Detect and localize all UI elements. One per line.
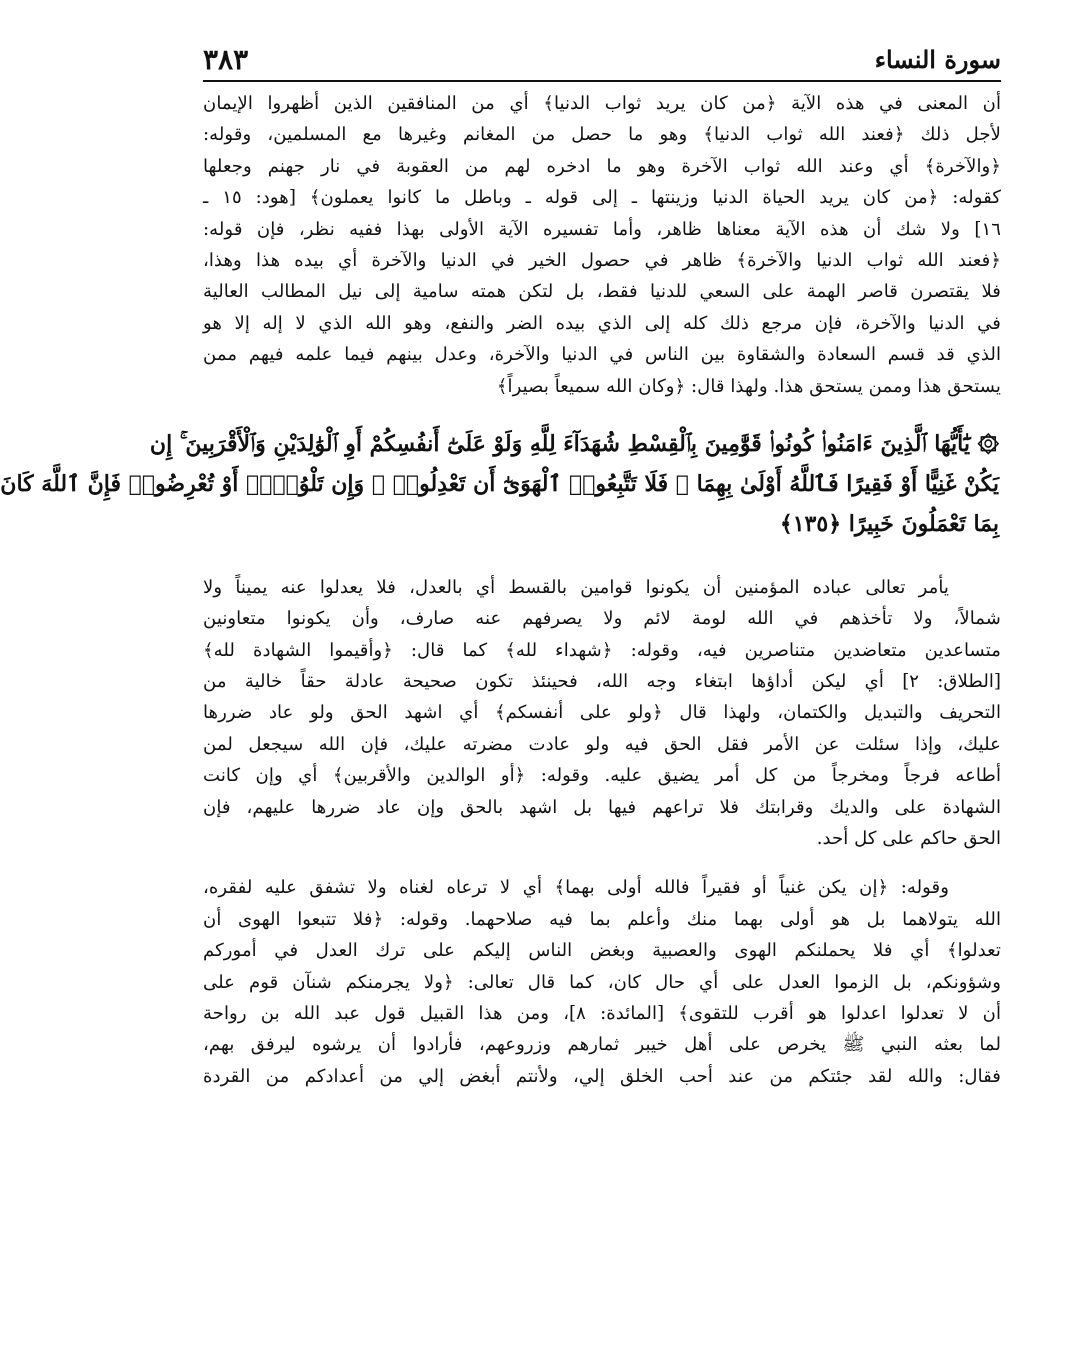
commentary-paragraph-3 xyxy=(203,872,1001,1092)
text-line: فقال: والله لقد جئتكم من عند أحب الخلق إلي، ولأنتم أبغض إلي من أعدادكم من القردة xyxy=(203,1065,1001,1087)
text-line: ١٦] ولا شك أن هذه الآية معناها ظاهر، وأما تفسيره الآية الأولى بهذا ففيه نظر، فإن قوله: xyxy=(203,218,1001,240)
text-line: تعدلوا﴾ أي فلا يحملنكم الهوى والعصبية وبغض الناس إليكم على ترك العدل في أموركم xyxy=(203,940,1001,962)
text-line: ﴿فعند الله ثواب الدنيا والآخرة﴾ ظاهر في حصول الخير في الدنيا والآخرة أي بيده هذا وهذا، xyxy=(203,249,1001,271)
commentary-paragraph-1 xyxy=(203,88,1001,402)
verse-line: يَكُنْ غَنِيًّا أَوْ فَقِيرًا فَٱللَّهُ أَوْلَىٰ بِهِمَا ۖ فَلَا تَتَّبِعُوا۟ ٱلْهَوَىٰٓ أَن تَعْدِلُوا۟ ۚ وَإِن تَلْوُۥٓا۟ أَوْ تُعْرِضُوا۟ فَإِنَّ ٱللَّهَ كَانَ xyxy=(0,470,999,497)
text-line: الذي قد قسم السعادة والشقاوة بين الناس في الدنيا والآخرة، وعدل بينهم فيما علمه فيهم ممن xyxy=(203,344,1001,366)
text-line: وقوله: ﴿إن يكن غنياً أو فقيراً فالله أولى بهما﴾ أي لا ترعاه لغناه ولا تشفق عليه لفقره، xyxy=(203,877,949,899)
text-line: أن لا تعدلوا اعدلوا هو أقرب للتقوى﴾ [المائدة: ٨]، ومن هذا القبيل قول عبد الله بن رواحة xyxy=(203,1002,1001,1024)
text-line: الشهادة على والديك وقرابتك فلا تراعهم فيها بل اشهد بالحق وإن عاد ضررها عليهم، فإن xyxy=(203,796,1001,818)
text-line: في الدنيا والآخرة، فإن مرجع ذلك كله إلى الذي بيده الضر والنفع، وهو الله الذي لا إله إلا هو xyxy=(203,312,1001,334)
text-line: عليك، وإذا سئلت عن الأمر فقل الحق فيه ولو عادت مضرته عليك، فإن الله سيجعل لمن xyxy=(203,733,1001,755)
text-line: التحريف والتبديل والكتمان، ولهذا قال ﴿ولو على أنفسكم﴾ أي اشهد الحق ولو عاد ضررها xyxy=(203,702,1001,724)
page-number: ٣٨٣ xyxy=(203,43,249,76)
surah-title: سورة النساء xyxy=(874,45,1001,74)
text-line: الله يتولاهما بل هو أولى بهما منك وأعلم بما فيه صلاحهما. وقوله: ﴿فلا تتبعوا الهوى أن xyxy=(203,908,1001,930)
text-line: أطاعه فرجاً ومخرجاً من كل أمر يضيق عليه. وقوله: ﴿أو الوالدين والأقربين﴾ أي وإن كانت xyxy=(203,765,1001,787)
text-line: كقوله: ﴿من كان يريد الحياة الدنيا وزينتها ـ إلى قوله ـ وباطل ما كانوا يعملون﴾ [هود: ١٥ ـ xyxy=(203,187,1001,209)
page-header xyxy=(203,36,1001,82)
text-line: يأمر تعالى عباده المؤمنين أن يكونوا قوامين بالقسط أي بالعدل، فلا يعدلوا عنه يميناً ولا xyxy=(203,576,949,598)
text-line: متساعدين متعاضدين متناصرين فيه، وقوله: ﴿شهداء لله﴾ كما قال: ﴿وأقيموا الشهادة لله﴾ xyxy=(203,639,1001,661)
text-line: [الطلاق: ٢] أي ليكن أداؤها ابتغاء وجه الله، فحينئذ تكون صحيحة عادلة حقاً خالية من xyxy=(203,671,1002,693)
text-line: فلا يقتصرن قاصر الهمة على السعي للدنيا فقط، بل لتكن همته سامية إلى نيل المطالب العالية xyxy=(203,281,1001,303)
page-content xyxy=(0,88,1002,1092)
commentary-paragraph-2 xyxy=(203,572,1001,855)
text-line: الحق حاكم على كل أحد. xyxy=(816,828,1001,850)
verse-line: ۞ يَٰٓأَيُّهَا ٱلَّذِينَ ءَامَنُوا۟ كُونُوا۟ قَوَّٰمِينَ بِٱلْقِسْطِ شُهَدَآءَ لِلَّهِ وَلَوْ عَلَىٰٓ أَنفُسِكُمْ أَوِ ٱلْوَٰلِدَيْنِ وَٱلْأَقْرَبِينَ ۚ إِن xyxy=(149,430,999,457)
quran-verse-block xyxy=(0,424,1001,544)
text-line: يستحق هذا وممن يستحق هذا. ولهذا قال: ﴿وكان الله سميعاً بصيراً﴾ xyxy=(496,375,1001,397)
text-line: ﴿والآخرة﴾ أي وعند الله ثواب الآخرة وهو ما ادخره لهم من العقوبة في نار جهنم وجعلها xyxy=(203,155,1001,177)
text-line: لما بعثه النبي ﷺ يخرص على أهل خيبر ثمارهم وزروعهم، فأرادوا أن يرشوه ليرفق بهم، xyxy=(203,1034,1001,1056)
text-line: شمالاً، ولا تأخذهم في الله لومة لائم ولا يصرفهم عنه صارف، وأن يكونوا متعاونين xyxy=(203,608,1001,630)
text-line: وشؤونكم، بل الزموا العدل على أي حال كان، كما قال تعالى: ﴿ولا يجرمنكم شنآن قوم على xyxy=(203,971,1001,993)
verse-line: بِمَا تَعْمَلُونَ خَبِيرًا ﴿١٣٥﴾ xyxy=(779,510,999,537)
text-line: لأجل ذلك ﴿فعند الله ثواب الدنيا﴾ وهو ما حصل من المغانم وغيرها مع المسلمين، وقوله: xyxy=(203,124,1001,146)
text-line: أن المعنى في هذه الآية ﴿من كان يريد ثواب الدنيا﴾ أي من المنافقين الذين أظهروا الإيمان xyxy=(203,93,1001,114)
